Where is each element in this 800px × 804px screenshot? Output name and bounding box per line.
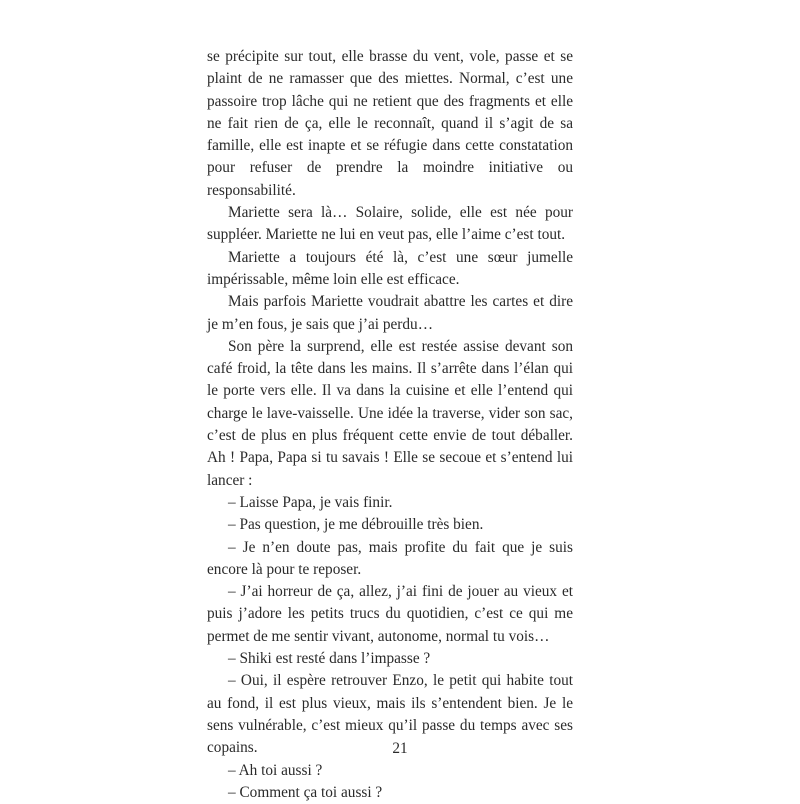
page-number: 21 [392,740,408,757]
dialogue-line: – Ah toi aussi ? [228,761,323,779]
dialogue-line: – Shiki est resté dans l’impasse ? [228,650,431,668]
paragraph: Mariette sera là… Solaire, solide, elle est née pour suppléer. Mariette ne lui en veut pas, elle l’aime c’est tout. [207,204,573,244]
dialogue-line: – Je n’en doute pas, mais profite du fait que je suis encore là pour te reposer. [207,538,573,578]
dialogue-line: – J’ai horreur de ça, allez, j’ai fini de jouer au vieux et puis j’adore les petits trucs du quotidien, c’est ce qui me permet de me sentir vivant, autonome, normal tu vois… [207,583,573,645]
body-text [207,46,573,804]
paragraph: se précipite sur tout, elle brasse du vent, vole, passe et se plaint de ne ramasser que des miettes. Normal, c’est une passoire trop lâche qui ne retient que des fragments et elle ne fait rien de ça, elle le reconnaît, quand il s’agit de sa famille, elle est inapte et se réfugie dans cette constatation pour refuser de prendre la moindre initiative ou responsabilité. [207,48,573,199]
paragraph: Mais parfois Mariette voudrait abattre les cartes et dire je m’en fous, je sais que j’ai perdu… [207,293,573,333]
dialogue-line: – Laisse Papa, je vais finir. [228,493,393,511]
paragraph: Mariette a toujours été là, c’est une sœur jumelle impérissable, même loin elle est efficace. [207,248,573,288]
dialogue-line: – Pas question, je me débrouille très bien. [228,516,484,534]
dialogue-line: – Oui, il espère retrouver Enzo, le petit qui habite tout au fond, il est plus vieux, mais ils s’entendent bien. Je le sens vulnérable, c’est mieux qu’il passe du temps avec ses copains. [207,672,573,757]
dialogue-line: – Comment ça toi aussi ? [228,783,383,801]
paragraph: Son père la surprend, elle est restée assise devant son café froid, la tête dans les mains. Il s’arrête dans l’élan qui le porte vers elle. Il va dans la cuisine et elle l’entend qui charge le lave-vaisselle. Une idée la traverse, vider son sac, c’est de plus en plus fréquent cette envie de tout déballer. Ah ! Papa, Papa si tu savais ! Elle se secoue et s’entend lui lancer : [207,337,573,489]
